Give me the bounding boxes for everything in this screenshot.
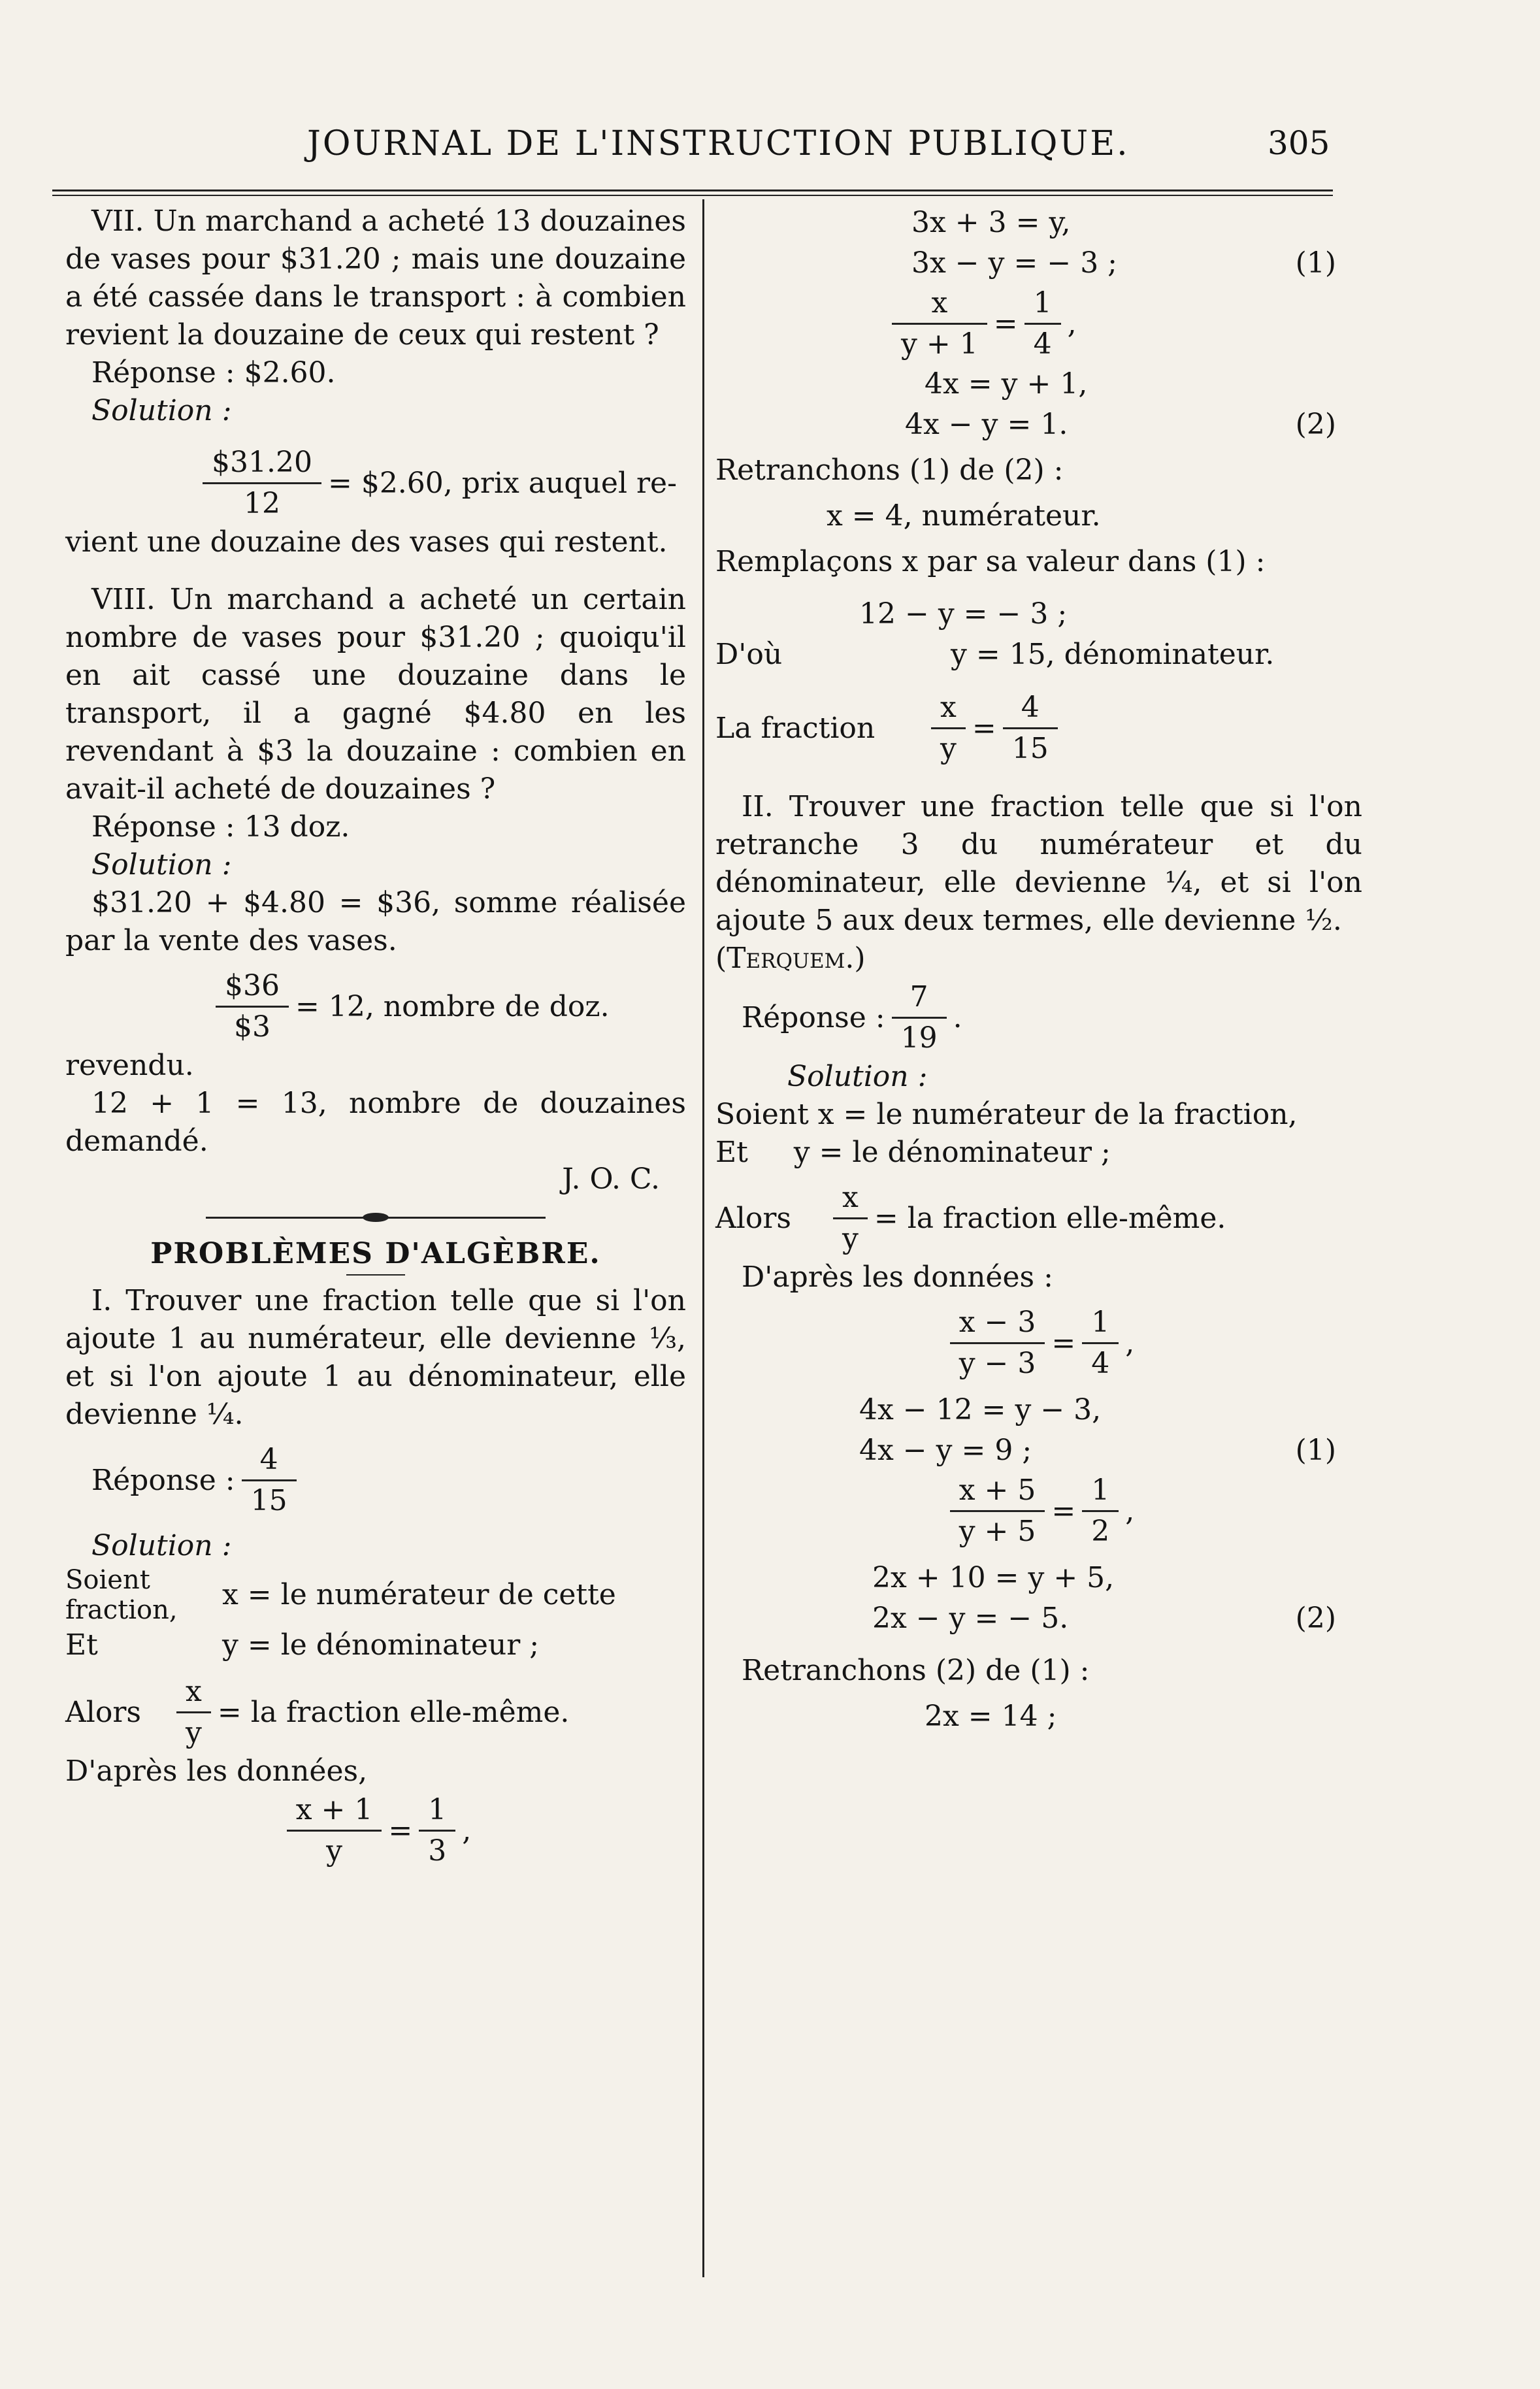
equation-line: 2x − y = − 5. (2) [715,1598,1362,1639]
fraction: $\frac{4}{15}$ [242,1440,297,1521]
fraction: $\frac{x - 3}{y - 3}$ [950,1303,1045,1383]
problem-vii-answer: Réponse : $2.60. [91,356,336,389]
problem-ii-author: (Terquem.) [715,942,866,975]
equation-line: x = 4, numérateur. [827,499,1101,533]
retranchons-2: Retranchons (2) de (1) : [742,1654,1090,1687]
problem-ii-answer: Réponse : $\frac{7}{19}$ . [715,978,1362,1058]
ornament [363,1213,389,1222]
signature: J. O. C. [562,1162,660,1196]
problem-i-dapres: D'après les données, [65,1755,368,1788]
equation-line: 3x − y = − 3 ; (1) [715,243,1362,284]
journal-title: JOURNAL DE L'INSTRUCTION PUBLIQUE. [307,124,1130,163]
problem-ii-text: II. Trouver une fraction telle que si l'on retranche 3 du numérateur et du dénominateur, elle devienne ¼, et si l'on ajoute 5 aux deux termes, elle devienne ½. [715,790,1362,937]
equation-line: 4x − 12 = y − 3, [859,1393,1102,1426]
remplacons: Remplaçons x par sa valeur dans (1) : [715,545,1266,578]
fraction: $\frac{4}{15}$ [1003,688,1058,768]
equation-line: 3x + 3 = y, [911,206,1071,239]
problem-i-text: I. Trouver une fraction telle que si l'on ajoute 1 au numérateur, elle devienne ⅓, et si l'on ajoute 1 au dénominateur, elle devienne ¼. [65,1284,686,1431]
header-rule [52,189,1333,191]
fraction: $\frac{x}{y}$ [176,1672,211,1753]
problem-vii-equation: $\frac{\$31.20}{12}$ = $2.60, prix auquel re- [65,443,686,523]
equation-line: $\frac{x}{y + 1}$ = $\frac{1}{4}$ , [715,284,1362,364]
problem-viii-text: VIII. Un marchand a acheté un certain nombre de vases pour $31.20 ; quoiqu'il en ait cassé une douzaine dans le transport, il a gagné $4.80 en les revendant à $3 la douzaine : combien en avait-il acheté de douzaines ? [65,583,686,806]
header-rule-2 [52,195,1333,196]
section-title: PROBLÈMES D'ALGÈBRE. [150,1237,601,1270]
problem-i-equation: $\frac{x + 1}{y}$ = $\frac{1}{3}$ , [65,1790,686,1871]
fraction: $\frac{\$36}{\$3}$ [216,966,289,1047]
left-column [65,203,686,1871]
problem-i-et: Et y = le dénominateur ; [65,1628,540,1662]
right-column [715,203,1362,1737]
problem-vii-tail: vient une douzaine des vases qui restent. [65,525,668,559]
column-divider [702,199,704,2277]
problem-i-soient: Soient fraction, x = le numérateur de cette [65,1565,616,1625]
equation-line: 12 − y = − 3 ; [859,597,1068,631]
equation-line: 4x = y + 1, [925,367,1088,401]
problem-ii-solution-label: Solution : [787,1060,928,1093]
problem-vii-solution-label: Solution : [91,394,232,427]
fraction: $\frac{1}{4}$ [1024,284,1061,364]
problem-i-solution-label: Solution : [91,1529,232,1562]
problem-ii-soient: Soient x = le numérateur de la fraction, [715,1098,1298,1131]
equation-tag: (1) [1295,1434,1336,1467]
problem-viii-equation: $\frac{\$36}{\$3}$ = 12, nombre de doz. [65,966,686,1047]
running-header [0,118,1540,176]
fraction: $\frac{x + 5}{y + 5}$ [950,1471,1045,1551]
fraction: $\frac{1}{2}$ [1082,1471,1119,1551]
problem-ii-et: Et y = le dénominateur ; [715,1136,1111,1169]
problem-viii-answer: Réponse : 13 doz. [91,810,350,844]
fraction: $\frac{x}{y}$ [931,688,966,768]
problem-vii-text: VII. Un marchand a acheté 13 douzaines de vases pour $31.20 ; mais une douzaine a été cassée dans le transport : à combien revient la douzaine de ceux qui restent ? [65,205,686,352]
short-rule [346,1274,405,1276]
page-number: 305 [1268,124,1330,162]
fraction: $\frac{x}{y + 1}$ [892,284,987,364]
fraction: $\frac{\$31.20}{12}$ [203,443,321,523]
retranchons-1: Retranchons (1) de (2) : [715,453,1064,487]
problem-viii-line2: 12 + 1 = 13, nombre de douzaines demandé. [65,1087,686,1158]
section-separator [206,1217,546,1219]
problem-ii-dapres: D'après les données : [742,1260,1053,1294]
problem-i-alors: Alors $\frac{x}{y}$ = la fraction elle-même. [65,1672,686,1753]
equation-tag: (2) [1295,408,1336,441]
problem-viii-line1: $31.20 + $4.80 = $36, somme réalisée par la vente des vases. [65,886,686,957]
fraction: $\frac{x}{y}$ [833,1178,868,1259]
equation-line: D'où y = 15, dénominateur. [715,638,1275,671]
equation-line: 2x = 14 ; [925,1700,1057,1733]
problem-viii-revendu: revendu. [65,1049,194,1082]
equation-line: 2x + 10 = y + 5, [872,1561,1115,1594]
fraction: $\frac{x + 1}{y}$ [287,1790,382,1871]
equation-line: 4x − y = 9 ; (1) [715,1430,1362,1471]
equation-line: 4x − y = 1. (2) [715,404,1362,445]
fraction: $\frac{1}{3}$ [419,1790,455,1871]
fraction: $\frac{1}{4}$ [1082,1303,1119,1383]
equation-line: $\frac{x - 3}{y - 3}$ = $\frac{1}{4}$ , [715,1303,1362,1383]
problem-i-answer: Réponse : $\frac{4}{15}$ [65,1440,686,1521]
equation-tag: (2) [1295,1602,1336,1635]
la-fraction-line: La fraction $\frac{x}{y}$ = $\frac{4}{15}$ [715,688,1362,768]
equation-tag: (1) [1295,246,1336,280]
equation-line: $\frac{x + 5}{y + 5}$ = $\frac{1}{2}$ , [715,1471,1362,1551]
problem-viii-solution-label: Solution : [91,848,232,881]
fraction: $\frac{7}{19}$ [892,978,947,1058]
problem-ii-alors: Alors $\frac{x}{y}$ = la fraction elle-même. [715,1178,1362,1259]
